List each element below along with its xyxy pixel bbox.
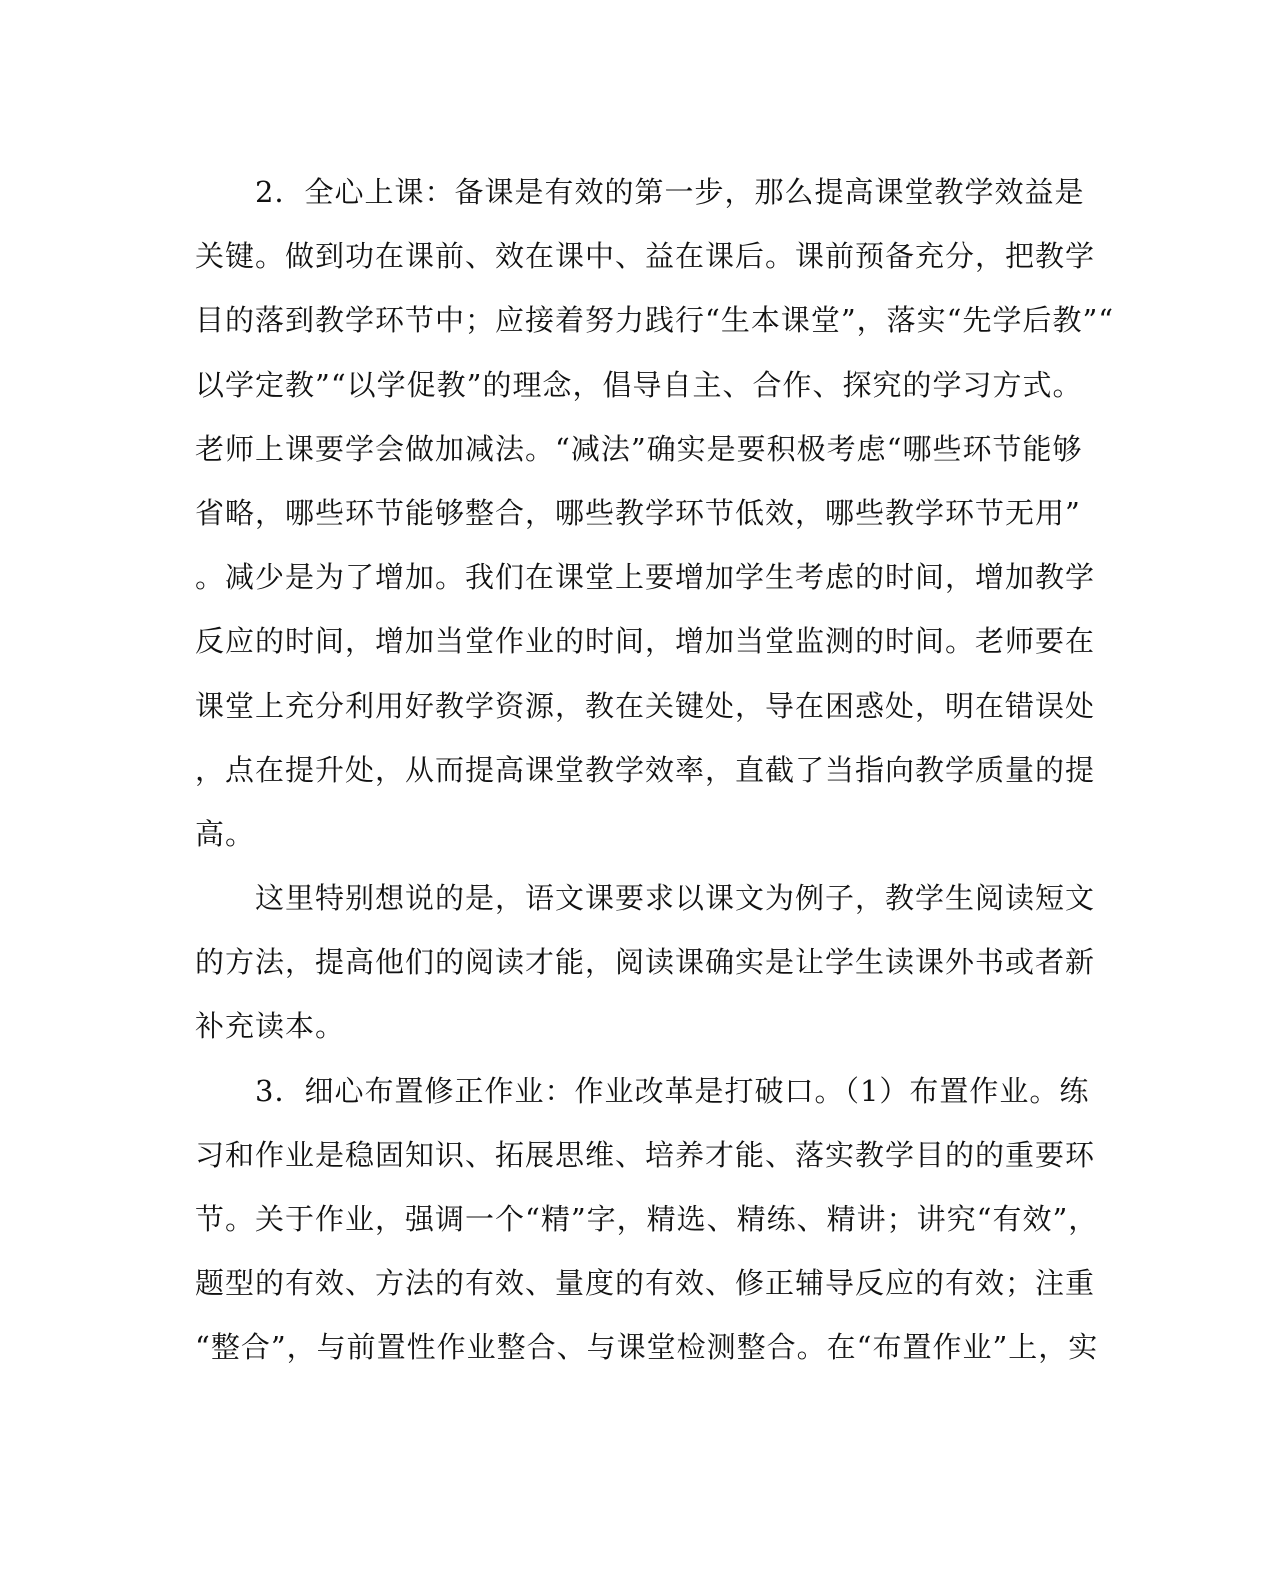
text-line: 高。 — [195, 816, 256, 851]
text-line: 的方法，提高他们的阅读才能，阅读课确实是让学生读课外书或者新 — [195, 945, 1096, 980]
text-line: 目的落到教学环节中；应接着努力践行“生本课堂”，落实“先学后教”“ — [195, 303, 1115, 338]
text-line: 省略，哪些环节能够整合，哪些教学环节低效，哪些教学环节无用” — [195, 495, 1081, 530]
document-body — [195, 160, 1115, 1380]
text-line: 2．全心上课：备课是有效的第一步，那么提高课堂教学效益是 — [195, 175, 1085, 209]
text-line: 这里特别想说的是，语文课要求以课文为例子，教学生阅读短文 — [195, 881, 1096, 916]
paragraph-homework-assignment — [195, 1059, 1099, 1380]
text-line: 关键。做到功在课前、效在课中、益在课后。课前预备充分，把教学 — [195, 239, 1096, 274]
text-line: 题型的有效、方法的有效、量度的有效、修正辅导反应的有效；注重 — [195, 1266, 1096, 1301]
text-line: 习和作业是稳固知识、拓展思维、培养才能、落实教学目的的重要环 — [195, 1137, 1096, 1172]
text-line: 。减少是为了增加。我们在课堂上要增加学生考虑的时间，增加教学 — [195, 560, 1096, 595]
text-line: 3．细心布置修正作业：作业改革是打破口。（1）布置作业。练 — [195, 1073, 1090, 1108]
text-line: “整合”，与前置性作业整合、与课堂检测整合。在“布置作业”上，实 — [195, 1330, 1099, 1365]
text-line: 补充读本。 — [195, 1009, 346, 1044]
text-line: ，点在提升处，从而提高课堂教学效率，直截了当指向教学质量的提 — [195, 752, 1096, 787]
text-line: 老师上课要学会做加减法。“减法”确实是要积极考虑“哪些环节能够 — [195, 431, 1083, 466]
text-line: 课堂上充分利用好教学资源，教在关键处，导在困惑处，明在错误处 — [195, 688, 1096, 723]
text-line: 以学定教”“以学促教”的理念，倡导自主、合作、探究的学习方式。 — [195, 367, 1083, 402]
text-line: 节。关于作业，强调一个“精”字，精选、精练、精讲；讲究“有效”， — [195, 1202, 1099, 1236]
text-line: 反应的时间，增加当堂作业的时间，增加当堂监测的时间。老师要在 — [195, 624, 1096, 659]
paragraph-reading-lessons — [195, 866, 1096, 1059]
paragraph-full-attention-in-class — [195, 160, 1115, 866]
